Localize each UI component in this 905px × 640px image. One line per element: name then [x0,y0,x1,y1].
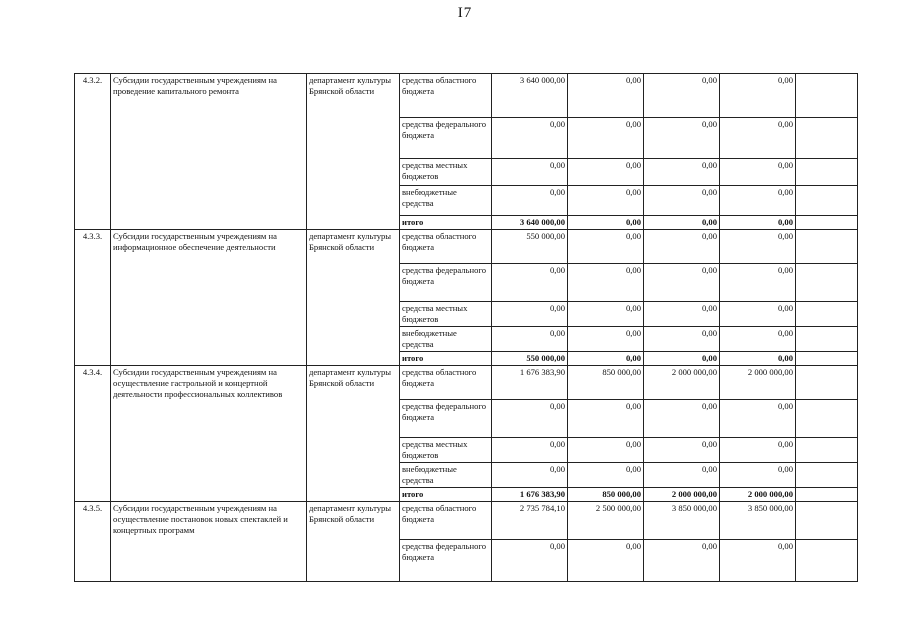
value-cell: 0,00 [720,540,796,582]
value-cell: 0,00 [720,438,796,463]
value-cell: 0,00 [644,463,720,488]
funding-source-total: итого [400,488,492,502]
value-cell: 0,00 [720,352,796,366]
empty-cell [796,463,858,488]
row-executor: департамент культуры Брянской области [307,230,400,366]
value-cell: 0,00 [568,400,644,438]
value-cell: 550 000,00 [492,352,568,366]
funding-source: внебюджетные средства [400,186,492,216]
funding-source: средства местных бюджетов [400,302,492,327]
value-cell: 0,00 [644,159,720,186]
value-cell: 3 850 000,00 [720,502,796,540]
value-cell: 2 000 000,00 [720,366,796,400]
value-cell: 0,00 [492,264,568,302]
value-cell: 0,00 [644,216,720,230]
value-cell: 0,00 [720,216,796,230]
row-code: 4.3.4. [75,366,111,502]
value-cell: 0,00 [644,352,720,366]
value-cell: 2 500 000,00 [568,502,644,540]
value-cell: 3 640 000,00 [492,74,568,118]
value-cell: 0,00 [644,74,720,118]
value-cell: 0,00 [644,438,720,463]
budget-table [74,73,858,582]
value-cell: 0,00 [492,302,568,327]
value-cell: 0,00 [644,230,720,264]
row-name: Субсидии государственным учреждениям на проведение капитального ремонта [111,74,307,230]
funding-source-total: итого [400,216,492,230]
value-cell: 2 000 000,00 [644,366,720,400]
value-cell: 0,00 [492,400,568,438]
value-cell: 0,00 [720,186,796,216]
value-cell: 0,00 [492,327,568,352]
value-cell: 0,00 [644,118,720,159]
row-code: 4.3.2. [75,74,111,230]
funding-source: внебюджетные средства [400,463,492,488]
empty-cell [796,186,858,216]
value-cell: 3 850 000,00 [644,502,720,540]
row-code: 4.3.5. [75,502,111,582]
funding-source: средства местных бюджетов [400,159,492,186]
funding-source: средства федерального бюджета [400,540,492,582]
value-cell: 0,00 [492,540,568,582]
table-row [75,502,858,540]
value-cell: 0,00 [720,74,796,118]
table-row [75,230,858,264]
empty-cell [796,400,858,438]
funding-source-total: итого [400,352,492,366]
empty-cell [796,302,858,327]
row-code: 4.3.3. [75,230,111,366]
value-cell: 0,00 [720,327,796,352]
value-cell: 0,00 [568,186,644,216]
value-cell: 0,00 [492,438,568,463]
value-cell: 0,00 [644,186,720,216]
value-cell: 2 735 784,10 [492,502,568,540]
value-cell: 0,00 [568,74,644,118]
funding-source: средства областного бюджета [400,502,492,540]
value-cell: 850 000,00 [568,366,644,400]
value-cell: 0,00 [720,264,796,302]
value-cell: 0,00 [568,216,644,230]
empty-cell [796,230,858,264]
value-cell: 0,00 [644,540,720,582]
value-cell: 0,00 [568,159,644,186]
value-cell: 0,00 [492,118,568,159]
empty-cell [796,352,858,366]
value-cell: 0,00 [720,302,796,327]
value-cell: 0,00 [720,118,796,159]
funding-source: средства федерального бюджета [400,118,492,159]
value-cell: 0,00 [492,159,568,186]
funding-source: средства федерального бюджета [400,400,492,438]
value-cell: 0,00 [644,302,720,327]
empty-cell [796,327,858,352]
value-cell: 0,00 [568,463,644,488]
table-row [75,74,858,118]
value-cell: 0,00 [644,264,720,302]
value-cell: 0,00 [568,118,644,159]
funding-source: средства местных бюджетов [400,438,492,463]
empty-cell [796,118,858,159]
page-number: I7 [457,5,473,21]
funding-source: средства федерального бюджета [400,264,492,302]
value-cell: 2 000 000,00 [720,488,796,502]
value-cell: 1 676 383,90 [492,488,568,502]
value-cell: 0,00 [720,463,796,488]
value-cell: 0,00 [720,400,796,438]
value-cell: 0,00 [492,186,568,216]
value-cell: 0,00 [644,400,720,438]
empty-cell [796,502,858,540]
empty-cell [796,216,858,230]
empty-cell [796,159,858,186]
value-cell: 0,00 [644,327,720,352]
funding-source: внебюджетные средства [400,327,492,352]
value-cell: 0,00 [568,327,644,352]
funding-source: средства областного бюджета [400,230,492,264]
value-cell: 0,00 [568,302,644,327]
value-cell: 0,00 [568,230,644,264]
value-cell: 0,00 [720,159,796,186]
empty-cell [796,540,858,582]
row-executor: департамент культуры Брянской области [307,502,400,582]
row-name: Субсидии государственным учреждениям на информационное обеспечение деятельности [111,230,307,366]
empty-cell [796,438,858,463]
value-cell: 0,00 [568,264,644,302]
value-cell: 0,00 [568,352,644,366]
funding-source: средства областного бюджета [400,366,492,400]
value-cell: 3 640 000,00 [492,216,568,230]
value-cell: 850 000,00 [568,488,644,502]
empty-cell [796,488,858,502]
value-cell: 0,00 [720,230,796,264]
row-executor: департамент культуры Брянской области [307,74,400,230]
row-executor: департамент культуры Брянской области [307,366,400,502]
row-name: Субсидии государственным учреждениям на осуществление гастрольной и концертной деятельности профессиональных коллективов [111,366,307,502]
value-cell: 550 000,00 [492,230,568,264]
table-row [75,366,858,400]
funding-source: средства областного бюджета [400,74,492,118]
row-name: Субсидии государственным учреждениям на осуществление постановок новых спектаклей и концертных программ [111,502,307,582]
value-cell: 0,00 [568,438,644,463]
value-cell: 0,00 [492,463,568,488]
empty-cell [796,74,858,118]
value-cell: 2 000 000,00 [644,488,720,502]
empty-cell [796,264,858,302]
empty-cell [796,366,858,400]
value-cell: 0,00 [568,540,644,582]
value-cell: 1 676 383,90 [492,366,568,400]
